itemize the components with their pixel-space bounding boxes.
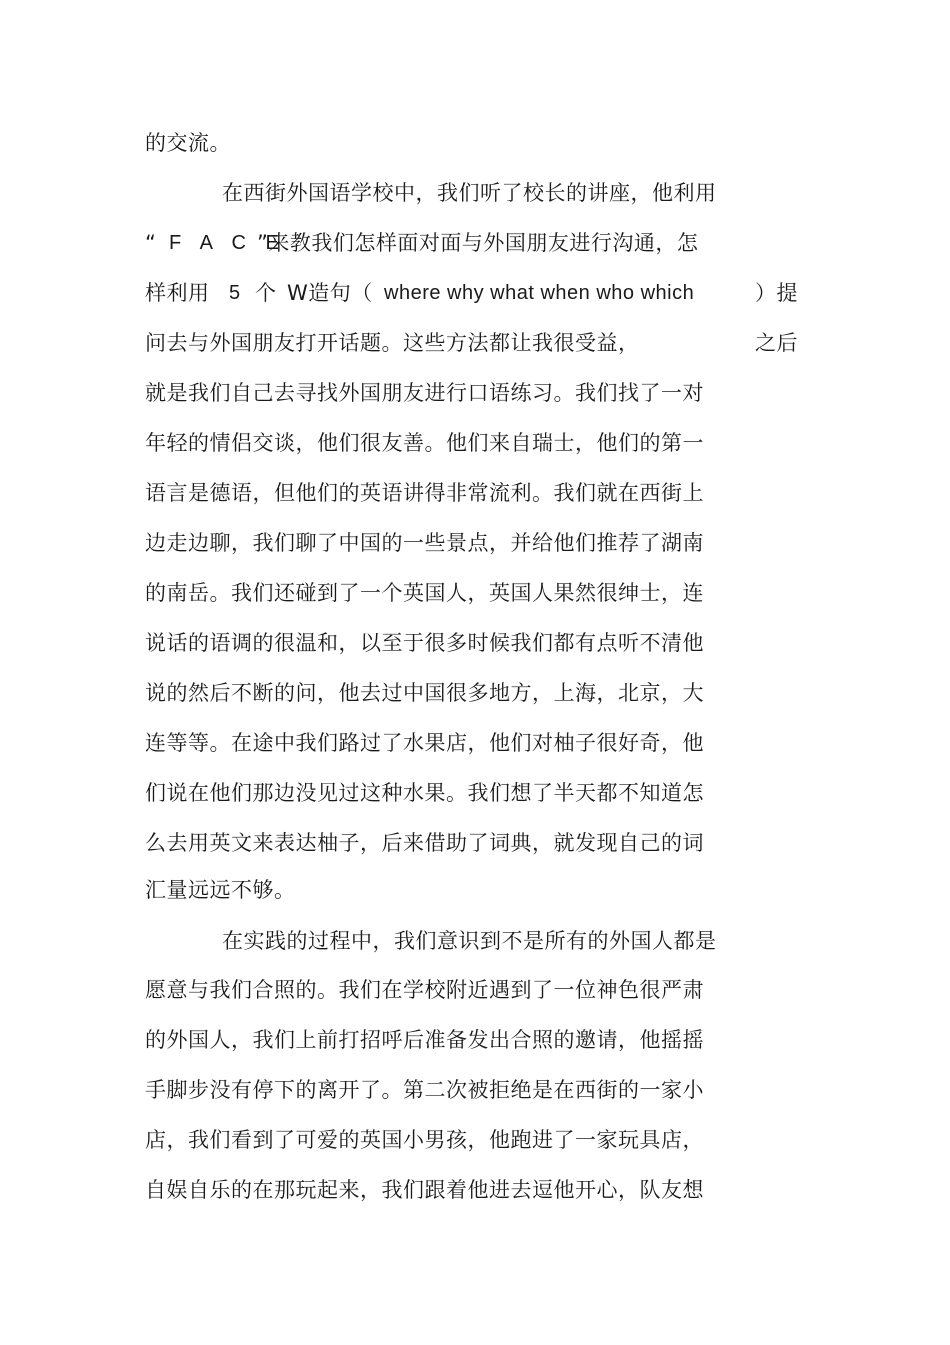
text-line: [145, 875, 296, 905]
text-segment: 们说在他们那边没见过这种水果。我们想了半天都不知道怎: [145, 781, 704, 805]
text-segment: 么去用英文来表达柚子，后来借助了词典，就发现自己的词: [145, 831, 704, 855]
text-segment: 在西街外国语学校中，我们听了校长的讲座，他利用: [222, 181, 717, 205]
text-segment: 店，我们看到了可爱的英国小男孩，他跑进了一家玩具店，: [145, 1128, 704, 1152]
text-segment: 的南岳。我们还碰到了一个英国人，英国人果然很绅士，连: [145, 581, 704, 605]
text-segment-question-words: where why what when who which: [384, 282, 695, 304]
text-line: [145, 428, 704, 458]
text-segment: 的外国人，我们上前打招呼后准备发出合照的邀请，他摇摇: [145, 1028, 704, 1052]
text-segment: 就是我们自己去寻找外国朋友进行口语练习。我们找了一对: [145, 381, 704, 405]
text-line: [145, 578, 704, 608]
text-segment: ”来教我们怎样面对面与外国朋友进行沟通，怎: [257, 231, 699, 255]
text-segment: 愿意与我们合照的。我们在学校附近遇到了一位神色很严肃: [145, 978, 704, 1002]
text-segment: 连等等。在途中我们路过了水果店，他们对柚子很好奇，他: [145, 731, 704, 755]
text-line: [145, 778, 704, 808]
text-segment: 说的然后不断的问，他去过中国很多地方，上海，北京，大: [145, 681, 704, 705]
text-line: [145, 328, 805, 358]
text-line: [145, 628, 704, 658]
text-segment: 在实践的过程中，我们意识到不是所有的外国人都是: [222, 929, 717, 953]
text-segment-number: 5: [229, 282, 241, 304]
text-segment-face: F A C E: [169, 232, 286, 254]
text-segment: W造句（: [287, 281, 373, 305]
text-line: [145, 128, 231, 158]
text-line: [145, 1075, 704, 1105]
text-line: [145, 1025, 704, 1055]
text-segment: 个: [255, 281, 277, 305]
text-line: [145, 528, 704, 558]
text-line: [145, 728, 704, 758]
text-line: [145, 278, 805, 308]
text-segment: ）提: [755, 281, 798, 305]
paragraph-first-line: [222, 178, 717, 208]
text-line: [145, 378, 704, 408]
text-line: [145, 828, 704, 858]
text-segment: 的交流。: [145, 131, 231, 155]
quote-open: “: [145, 231, 157, 255]
text-line: [145, 228, 745, 258]
text-segment: 问去与外国朋友打开话题。这些方法都让我很受益，: [145, 331, 640, 355]
text-line: [145, 478, 704, 508]
text-line: [145, 975, 704, 1005]
text-segment: 之后: [755, 331, 798, 355]
paragraph-first-line: [222, 926, 717, 956]
text-line: [145, 1175, 704, 1205]
text-segment: 汇量远远不够。: [145, 878, 296, 902]
text-segment: 说话的语调的很温和，以至于很多时候我们都有点听不清他: [145, 631, 704, 655]
text-segment: 自娱自乐的在那玩起来，我们跟着他进去逗他开心，队友想: [145, 1178, 704, 1202]
text-line: [145, 1125, 704, 1155]
text-segment: 样利用: [145, 281, 210, 305]
text-segment: 语言是德语，但他们的英语讲得非常流利。我们就在西街上: [145, 481, 704, 505]
text-segment: 边走边聊，我们聊了中国的一些景点，并给他们推荐了湖南: [145, 531, 704, 555]
text-segment: 年轻的情侣交谈，他们很友善。他们来自瑞士，他们的第一: [145, 431, 704, 455]
text-line: [145, 678, 704, 708]
text-segment: 手脚步没有停下的离开了。第二次被拒绝是在西街的一家小: [145, 1078, 704, 1102]
